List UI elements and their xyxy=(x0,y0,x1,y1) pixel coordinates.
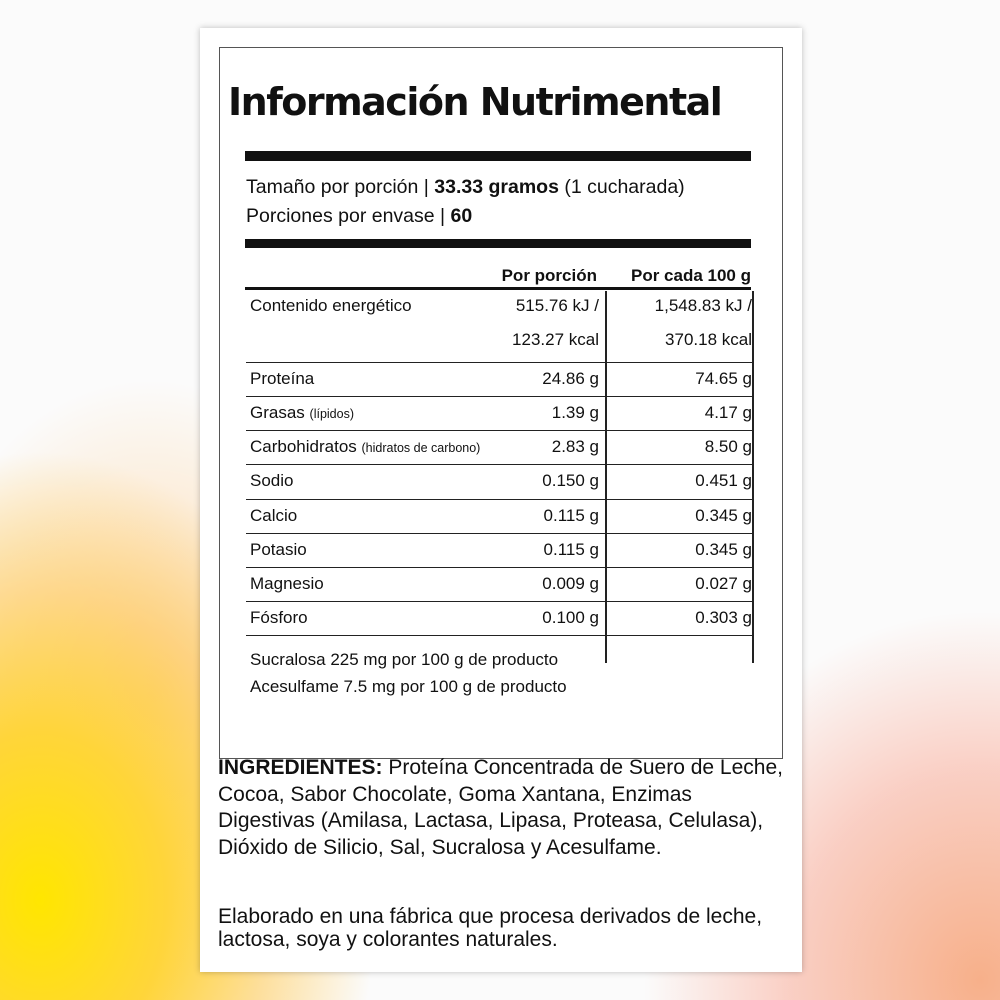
table-row xyxy=(246,465,754,500)
ingredients-text: Proteína Concentrada de Suero de Leche, Cocoa, Sabor Chocolate, Goma Xantana, Enzimas Digestivas (Amilasa, Lactasa, Lipasa, Proteasa, Celulasa), Dióxido de Silicio, Sal, Sucralosa y Acesulfame. xyxy=(218,756,783,859)
per-serving-value: 0.115 g xyxy=(543,540,599,559)
nutrient-name: Proteína xyxy=(250,369,315,388)
energy-kcal-per-100g: 370.18 kcal xyxy=(665,330,752,349)
nutrient-name: Carbohidratos (hidratos de carbono) xyxy=(250,437,481,456)
ingredients-list xyxy=(218,755,788,861)
per-100g-value: 4.17 g xyxy=(704,403,752,422)
sweetener-note: Acesulfame 7.5 mg por 100 g de producto xyxy=(250,677,567,696)
nutrient-name: Magnesio xyxy=(250,574,324,593)
energy-kcal-per-serving: 123.27 kcal xyxy=(512,330,599,349)
serving-size-value: 33.33 gramos xyxy=(434,176,559,198)
table-row xyxy=(246,500,754,534)
per-serving-value: 0.100 g xyxy=(542,608,599,627)
table-row xyxy=(246,431,754,465)
ingredients-label: INGREDIENTES: xyxy=(218,756,383,779)
header-per-serving: Por porción xyxy=(501,266,597,285)
per-100g-value: 8.50 g xyxy=(704,437,752,456)
allergen-statement: Elaborado en una fábrica que procesa derivados de leche, lactosa, soya y colorantes naturales. xyxy=(218,905,763,951)
per-100g-value: 0.451 g xyxy=(695,471,752,490)
header-per-100g: Por cada 100 g xyxy=(630,266,751,285)
servings-count-value: 60 xyxy=(450,205,473,227)
serving-divider xyxy=(245,239,751,248)
servings-per-container xyxy=(246,205,472,228)
per-100g-value: 74.65 g xyxy=(695,369,752,388)
per-serving-value: 0.009 g xyxy=(542,574,599,593)
per-100g-value: 0.303 g xyxy=(695,608,752,627)
sweetener-note: Sucralosa 225 mg por 100 g de producto xyxy=(250,650,559,669)
nutrition-label-card xyxy=(200,28,802,972)
table-row xyxy=(246,602,754,636)
table-row xyxy=(246,568,754,602)
serving-size-label: Tamaño por porción | xyxy=(246,176,429,198)
per-serving-value: 0.150 g xyxy=(542,471,599,490)
nutrient-name: Sodio xyxy=(250,471,294,490)
per-serving-value: 1.39 g xyxy=(551,403,599,422)
table-row-energy xyxy=(246,290,754,363)
per-100g-value: 0.345 g xyxy=(695,506,752,525)
serving-size-note: (1 cucharada) xyxy=(564,176,685,198)
energy-kj-per-serving: 515.76 kJ / xyxy=(515,296,599,315)
title-divider xyxy=(245,151,751,161)
per-100g-value: 0.345 g xyxy=(695,540,752,559)
table-row xyxy=(246,363,754,397)
nutrient-name: Fósforo xyxy=(250,608,308,627)
table-row xyxy=(246,534,754,568)
nutrient-name: Contenido energético xyxy=(250,296,412,315)
per-serving-value: 0.115 g xyxy=(543,506,599,525)
per-serving-value: 24.86 g xyxy=(542,369,599,388)
per-100g-value: 0.027 g xyxy=(695,574,752,593)
nutrient-name: Calcio xyxy=(250,506,298,525)
energy-kj-per-100g: 1,548.83 kJ / xyxy=(654,296,752,315)
label-title: Información Nutrimental xyxy=(228,80,722,124)
nutrient-name: Potasio xyxy=(250,540,307,559)
servings-count-label: Porciones por envase | xyxy=(246,205,446,227)
table-row xyxy=(246,397,754,431)
serving-size xyxy=(246,176,685,199)
per-serving-value: 2.83 g xyxy=(551,437,599,456)
nutrient-name: Grasas (lípidos) xyxy=(250,403,354,422)
